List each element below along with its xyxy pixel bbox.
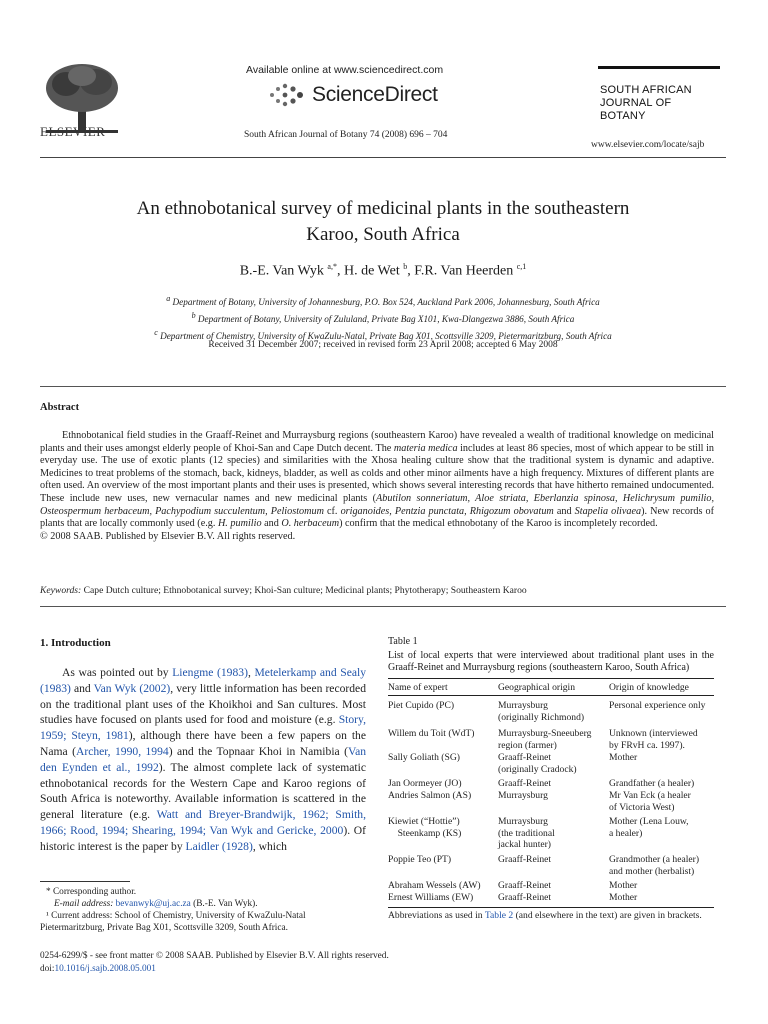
author-sup[interactable]: b (403, 262, 408, 271)
keywords (40, 585, 726, 596)
table-cell: Graaff-Reinet (498, 778, 552, 789)
footnote-email: E-mail address: bevanwyk@uj.ac.za (B.-E. Van Wyk). (54, 899, 258, 909)
affiliation: $^b$ Department of Botany, University of Zululand, Private Bag X101, Kwa-Dlangezwa 3886, South Africa (191, 311, 575, 325)
author-name: H. de Wet (343, 263, 400, 279)
front-matter-line: 0254-6299/$ - see front matter © 2008 SAAB. Published by Elsevier B.V. All rights reserved. (40, 951, 389, 961)
publisher-name: ELSEVIER (40, 124, 106, 139)
citation-link[interactable]: Van Wyk (2002) (93, 681, 171, 695)
affiliation: $^a$ Department of Botany, University of Johannesburg, P.O. Box 524, Auckland Park 2006, Johannesburg, South Africa (166, 294, 600, 308)
table-cell: Graaff-Reinet (498, 880, 552, 891)
table-cell: Murraysburg (originally Richmond) (498, 700, 585, 723)
article-title (40, 196, 726, 248)
abstract-body (40, 430, 714, 543)
table-cell: Grandmother (a healer) and mother (herbalist) (609, 854, 700, 877)
available-online-text[interactable]: Available online at www.sciencedirect.com (246, 64, 444, 76)
table-cell: Mother (609, 892, 638, 903)
sciencedirect-dots-icon (266, 82, 306, 108)
citation-link[interactable]: Van den Eynden et al., 1992 (40, 744, 367, 774)
introduction-text: As was pointed out by Liengme (1983), Metelerkamp and Sealy (1983) and Van Wyk (2002), very little information has been recorded on the traditional plant uses of the Khoikhoi and San cultures. Most studies have focused on plants used for food and moisture (e.g. Story, 1959; Steyn, 1981), although there have been a few papers on the Nama (Archer, 1990, 1994) and the Topnaar Khoi in Namibia (Van den Eynden et al., 1992). The almost complete lack of systematic ethnobotanical records for the Western Cape and Karoo regions of South Africa is noteworthy. Available information is scattered in the general literature (e.g. Watt and Breyer-Brandwijk, 1962; Smith, 1966; Rood, 1994; Shearing, 1994; Van Wyk and Gericke, 2000). Of historic interest is the paper by Laidler (1928), which (40, 666, 367, 853)
table-cell: Mother (609, 880, 638, 891)
doi-line: doi:10.1016/j.sajb.2008.05.001 (40, 964, 156, 974)
citation-link[interactable]: Watt and Breyer-Brandwijk, 1962; Smith, 1966; Rood, 1994; Shearing, 1994; Van Wyk and Gericke, 2000 (40, 808, 366, 837)
abstract-copyright: © 2008 SAAB. Published by Elsevier B.V. All rights reserved. (40, 530, 296, 542)
table-cell: Grandfather (a healer) (609, 778, 695, 789)
footnote-corresponding: * Corresponding author. (46, 887, 137, 897)
author-sup[interactable]: a,* (327, 262, 337, 271)
table-cell: Sally Goliath (SG) (388, 752, 460, 763)
table-header-cell: Geographical origin (498, 682, 575, 693)
journal-title-line1: SOUTH AFRICAN (600, 84, 692, 96)
footnote-rule (40, 881, 130, 882)
abstract-heading: Abstract (40, 402, 80, 413)
abstract-top-rule (40, 386, 726, 387)
abstract-bottom-rule (40, 606, 726, 607)
citation-link[interactable]: Story, 1959; Steyn, 1981 (40, 713, 366, 743)
doi-link[interactable]: 10.1016/j.sajb.2008.05.001 (54, 964, 156, 974)
section-heading-introduction: 1. Introduction (40, 637, 111, 649)
table-cell: Andries Salmon (AS) (388, 790, 472, 801)
title-line2: Karoo, South Africa (306, 224, 460, 245)
author-name: B.-E. Van Wyk (239, 263, 324, 279)
journal-url[interactable]: www.elsevier.com/locate/sajb (591, 140, 705, 150)
citation-link[interactable]: Archer, 1990, 1994 (75, 744, 169, 758)
table-cell: Murraysburg-Sneeuberg region (farmer) (498, 728, 592, 751)
citation-link[interactable]: Liengme (1983) (172, 666, 248, 679)
sciencedirect-logo (266, 82, 438, 108)
table-cell: Abraham Wessels (AW) (388, 880, 481, 891)
table-cell: Graaff-Reinet (498, 892, 552, 903)
journal-title (600, 84, 720, 123)
journal-citation: South African Journal of Botany 74 (2008) 696 – 704 (244, 130, 448, 140)
table-cell: Murraysburg (498, 790, 548, 801)
table-bottom-rule (388, 907, 714, 908)
table-cell: Kiewiet (“Hottie”) Steenkamp (KS) (388, 816, 462, 839)
table-cell: Murraysburg (the traditional jackal hunter) (498, 816, 555, 850)
table-cell: Willem du Toit (WdT) (388, 728, 475, 739)
keywords-label: Keywords: (40, 585, 82, 596)
table-top-rule (388, 678, 714, 679)
footnote-current-address: ¹ Current address: School of Chemistry, University of KwaZulu-Natal Pietermaritzburg, Private Bag X01, Scottsville 3209, South Africa. (40, 911, 306, 933)
citation-link[interactable]: Laidler (1928) (185, 839, 253, 853)
table-caption: List of local experts that were interviewed about traditional plant uses in the Graaff-Reinet and Murraysburg regions (southeastern Karoo, South Africa) (388, 650, 714, 673)
table-label: Table 1 (388, 636, 418, 647)
keywords-text: Cape Dutch culture; Ethnobotanical survey; Khoi-San culture; Medicinal plants; Phytotherapy; Southeastern Karoo (81, 585, 527, 596)
sciencedirect-wordmark: ScienceDirect (312, 83, 438, 106)
table-cell: Personal experience only (609, 700, 706, 711)
table-cell: Graaff-Reinet (498, 854, 552, 865)
table-cell: Graaff-Reinet (originally Cradock) (498, 752, 577, 775)
author-name: F.R. Van Heerden (414, 263, 514, 279)
abstract-paragraph: Ethnobotanical field studies in the Graaff-Reinet and Murraysburg regions (southeastern Karoo) have revealed a wealth of traditional knowledge on medicinal plants and their uses amongst elderly people of Khoi-San and Cape Dutch decent. The materia medica includes at least 86 species, most of which appear to be still in everyday use. The use of exotic plants (12 species) and similarities with the Xhosa healing culture show that the traditional system is dynamic and adaptive. Medicines to treat problems of the stomach, back, kidneys, bladder, as well as colds and other minor ailments have a high frequency. Mixtures of different plants are often used. An overview of the most important plants and their uses is presented, which shows several interesting records that have hitherto remained undocumented. These include new uses, new vernacular names and new medicinal plants (Abutilon sonneriatum, Aloe striata, Eberlanzia spinosa, Helichrysum pumilio, Osteospermum herbaceum, Pachypodium succulentum, Peliostomum cf. origanoides, Pentzia punctata, Rhigozum obovatum and Stapelia olivaea). New records of plants that are locally commonly used (e.g. H. pumilio and O. herbaceum) confirm that the medical ethnobotany of the Karoo is incompletely recorded. (40, 430, 714, 530)
table-footnote: Abbreviations as used in Table 2 (and elsewhere in the text) are given in brackets. (388, 910, 702, 921)
header-divider (40, 157, 726, 158)
author-sup[interactable]: c,1 (516, 262, 527, 271)
table-cell: Jan Oormeyer (JO) (388, 778, 462, 789)
affiliations (40, 292, 726, 343)
author-list: B.-E. Van Wyk $^{a,*}$, H. de Wet $^b$, F.R. Van Heerden $^{c,1}$ (239, 262, 527, 279)
email-link[interactable]: bevanwyk@uj.ac.za (115, 899, 191, 909)
article-dates: Received 31 December 2007; received in revised form 23 April 2008; accepted 6 May 2008 (208, 340, 558, 350)
citation-link[interactable]: Metelerkamp and Sealy (1983) (40, 666, 367, 695)
table-cell: Mr Van Eck (a healer of Victoria West) (609, 790, 691, 813)
table-header-cell: Origin of knowledge (609, 682, 689, 693)
table-cell: Piet Cupido (PC) (388, 700, 455, 711)
affiliation: $^c$ Department of Chemistry, University of KwaZulu-Natal, Private Bag X01, Scottsville 3209, Pietermaritzburg, South Africa (154, 328, 612, 342)
journal-title-line2: JOURNAL OF BOTANY (600, 97, 672, 122)
table-2-link[interactable]: Table 2 (484, 910, 514, 921)
table-cell: Poppie Teo (PT) (388, 854, 452, 865)
table-cell: Unknown (interviewed by FRvH ca. 1997). (609, 728, 698, 751)
footnotes (40, 886, 366, 934)
journal-title-rule (598, 66, 720, 69)
table-header-cell: Name of expert (388, 682, 448, 693)
table-cell: Mother (609, 752, 638, 763)
table-cell: Ernest Williams (EW) (388, 892, 474, 903)
front-matter (40, 950, 389, 976)
table-cell: Mother (Lena Louw, a healer) (609, 816, 689, 839)
title-line1: An ethnobotanical survey of medicinal plants in the southeastern (136, 198, 630, 219)
table-header-rule (388, 695, 714, 696)
